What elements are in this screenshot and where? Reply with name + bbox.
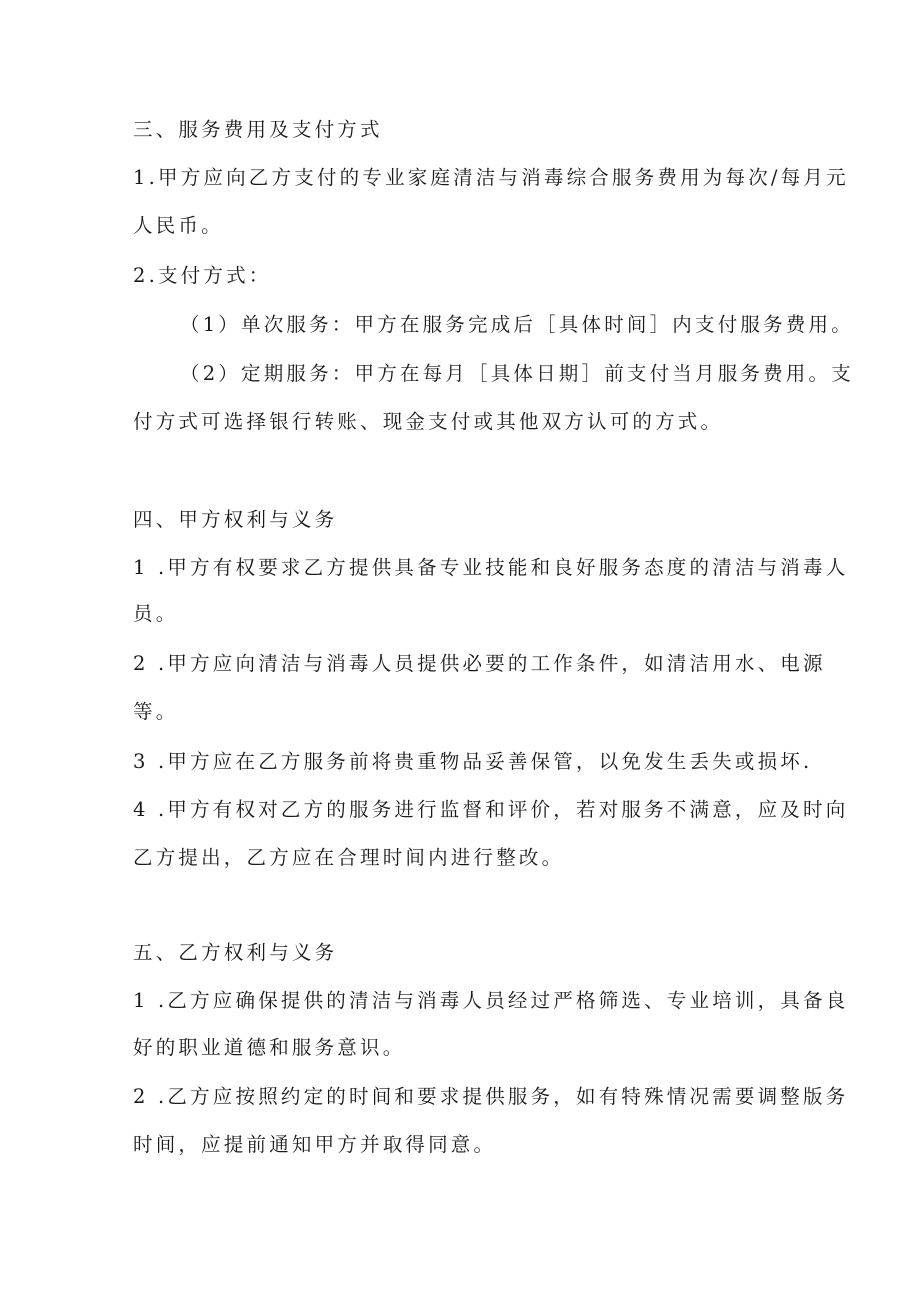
paragraph-line: 1 .乙方应确保提供的清洁与消毒人员经过严格筛选、专业培训，具备良 [133,989,849,1012]
paragraph-line: （1）单次服务：甲方在服务完成后［具体时间］内支付服务费用。 [180,313,854,336]
paragraph-line: 时间，应提前通知甲方并取得同意。 [133,1133,497,1156]
paragraph-line: 好的职业道德和服务意识。 [133,1036,406,1059]
paragraph-line: 等。 [133,700,179,723]
paragraph-line: 4 .甲方有权对乙方的服务进行监督和评价，若对服务不满意，应及时向 [133,798,849,821]
paragraph-line: 2.支付方式： [133,264,272,287]
section-heading-party-a: 四、甲方权利与义务 [133,508,338,531]
section-heading-fees: 三、服务费用及支付方式 [133,118,383,141]
paragraph-line: 2 .甲方应向清洁与消毒人员提供必要的工作条件，如清洁用水、电源 [133,652,826,675]
paragraph-line: 1 .甲方有权要求乙方提供具备专业技能和良好服务态度的清洁与消毒人 [133,556,849,579]
paragraph-line: 3 .甲方应在乙方服务前将贵重物品妥善保管，以免发生丢失或损坏. [133,750,813,773]
paragraph-line: 1.甲方应向乙方支付的专业家庭清洁与消毒综合服务费用为每次/每月元 [133,166,849,189]
paragraph-line: 人民币。 [133,214,224,237]
paragraph-line: 付方式可选择银行转账、现金支付或其他双方认可的方式。 [133,410,724,433]
paragraph-line: 员。 [133,602,179,625]
section-heading-party-b: 五、乙方权利与义务 [133,941,338,964]
paragraph-line: 乙方提出，乙方应在合理时间内进行整改。 [133,846,565,869]
paragraph-line: （2）定期服务：甲方在每月［具体日期］前支付当月服务费用。支 [180,362,854,385]
paragraph-line: 2 .乙方应按照约定的时间和要求提供服务，如有特殊情况需要调整版务 [133,1085,849,1108]
